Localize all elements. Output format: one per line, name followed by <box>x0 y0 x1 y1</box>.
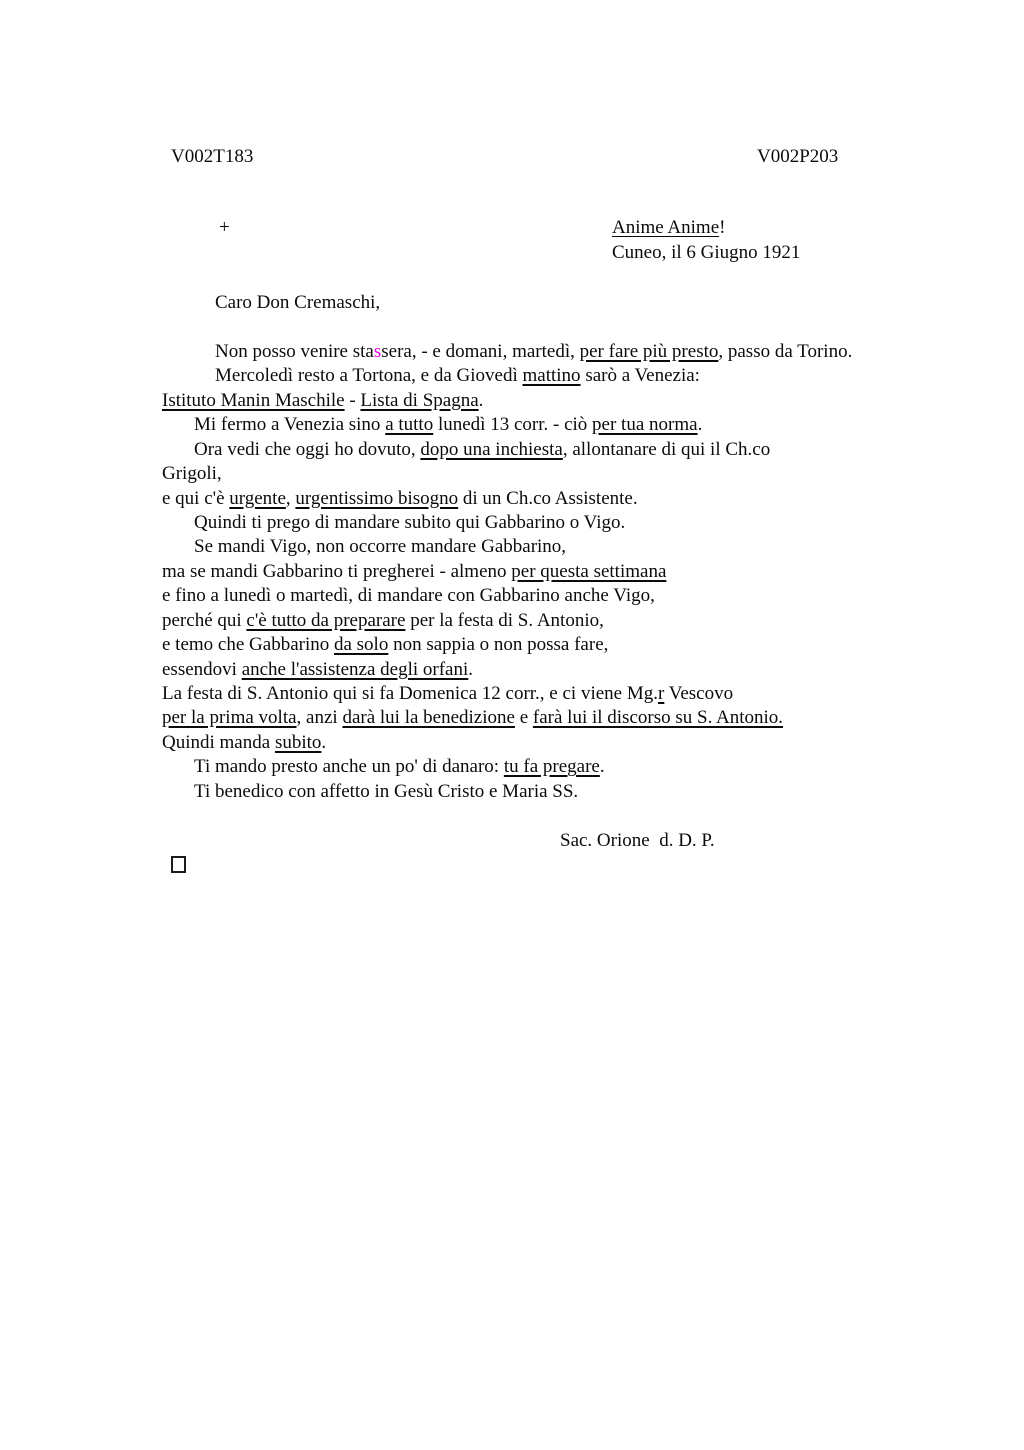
underlined-text: r <box>658 683 665 704</box>
underlined-text: urgentissimo bisogno <box>295 487 459 509</box>
letter-line <box>162 731 962 755</box>
text-segment: ma se mandi Gabbarino ti pregherei - almeno <box>162 560 512 582</box>
letter-line <box>162 658 962 682</box>
text-segment: Ora vedi che oggi ho dovuto, <box>194 438 421 460</box>
text-segment: . <box>468 658 474 680</box>
letter-line <box>162 560 962 584</box>
letter-heading <box>612 217 725 239</box>
text-segment: Mercoledì resto a Tortona, e da Giovedì <box>215 365 523 387</box>
underlined-text: per fare più presto <box>579 340 719 362</box>
letter-line <box>162 364 962 388</box>
text-segment: . <box>599 756 605 778</box>
letter-line <box>162 535 962 559</box>
text-segment: Mi fermo a Venezia sino <box>194 414 386 436</box>
letter-line <box>162 633 962 657</box>
text-segment: e <box>514 707 533 729</box>
text-segment: lunedì 13 corr. - ciò <box>433 414 593 436</box>
text-segment: non sappia o non possa fare, <box>388 634 609 656</box>
underlined-text: a tutto <box>385 414 434 436</box>
text-segment: , passo da Torino. <box>718 340 853 362</box>
letter-line <box>162 755 962 779</box>
blank-line <box>162 315 962 339</box>
cross-symbol: + <box>219 217 230 238</box>
text-segment: . <box>697 414 703 436</box>
underlined-text: urgente <box>229 487 286 509</box>
underlined-text: farà lui il discorso su S. Antonio. <box>532 707 784 729</box>
text-segment: Ti benedico con affetto in Gesù Cristo e Maria SS. <box>194 780 579 802</box>
text-segment: Quindi manda <box>162 731 275 753</box>
underlined-text: mattino <box>522 365 581 387</box>
underlined-text: dopo una inchiesta <box>420 438 563 460</box>
text-segment: e fino a lunedì o martedì, di mandare con Gabbarino anche Vigo, <box>162 585 655 607</box>
text-segment: La festa di S. Antonio qui si fa Domenica 12 corr., e ci viene Mg. <box>162 683 658 704</box>
text-segment: , anzi <box>296 707 343 729</box>
empty-checkbox-glyph <box>171 856 186 873</box>
underlined-text: per questa settimana <box>511 560 667 582</box>
heading-punctuation: ! <box>719 217 726 238</box>
letter-line <box>162 462 962 486</box>
dateline: Cuneo, il 6 Giugno 1921 <box>612 242 801 263</box>
letter-line <box>162 340 962 364</box>
letter-line <box>162 780 962 804</box>
letter-body <box>162 291 962 804</box>
text-segment: e temo che Gabbarino <box>162 634 334 656</box>
text-segment: sera, - e domani, martedì, <box>381 340 580 362</box>
text-segment: Grigoli, <box>162 463 222 485</box>
text-segment: essendovi <box>162 658 242 680</box>
letter-line <box>162 413 962 437</box>
underlined-text: da solo <box>333 634 389 656</box>
text-segment: per la festa di S. Antonio, <box>405 609 604 631</box>
text-segment: . <box>478 389 484 411</box>
letter-line <box>162 609 962 633</box>
text-segment: di un Ch.co Assistente. <box>458 487 638 509</box>
text-segment: . <box>321 731 327 753</box>
text-segment: Se mandi Vigo, non occorre mandare Gabbarino, <box>194 536 567 558</box>
underlined-text: subito <box>274 731 322 753</box>
highlighted-letter: s <box>373 340 382 362</box>
text-segment: Quindi ti prego di mandare subito qui Gabbarino o Vigo. <box>194 511 626 533</box>
letter-line <box>162 584 962 608</box>
letter-line <box>162 706 962 730</box>
letter-line <box>162 511 962 535</box>
letter-line <box>162 389 962 413</box>
underlined-text: c'è tutto da preparare <box>246 609 406 631</box>
text-segment: Vescovo <box>664 683 734 704</box>
document-code-right: V002P203 <box>757 146 839 167</box>
underlined-text: per la prima volta <box>162 707 297 729</box>
underlined-text: darà lui la benedizione <box>342 707 515 729</box>
underlined-text: per tua norma <box>592 414 698 436</box>
letter-line <box>162 291 962 315</box>
text-segment: Caro Don Cremaschi, <box>215 292 381 313</box>
text-segment: , allontanare di qui il Ch.co <box>562 438 771 460</box>
heading-underlined-text: Anime Anime <box>612 217 720 238</box>
letter-line <box>162 487 962 511</box>
underlined-text: Lista di Spagna <box>360 389 479 411</box>
text-segment: , <box>285 487 296 509</box>
document-code-left: V002T183 <box>171 146 254 167</box>
text-segment: - <box>344 389 361 411</box>
underlined-text: Istituto Manin Maschile <box>162 389 345 411</box>
text-segment: perché qui <box>162 609 247 631</box>
text-segment: Ti mando presto anche un po' di danaro: <box>194 756 504 778</box>
signature: Sac. Orione d. D. P. <box>560 830 715 851</box>
text-segment: Non posso venire sta <box>215 340 374 362</box>
underlined-text: anche l'assistenza degli orfani <box>241 658 469 680</box>
letter-line <box>162 438 962 462</box>
letter-line <box>162 682 962 706</box>
text-segment: e qui c'è <box>162 487 230 509</box>
underlined-text: tu fa pregare <box>503 756 600 778</box>
text-segment: sarò a Venezia: <box>580 365 700 387</box>
